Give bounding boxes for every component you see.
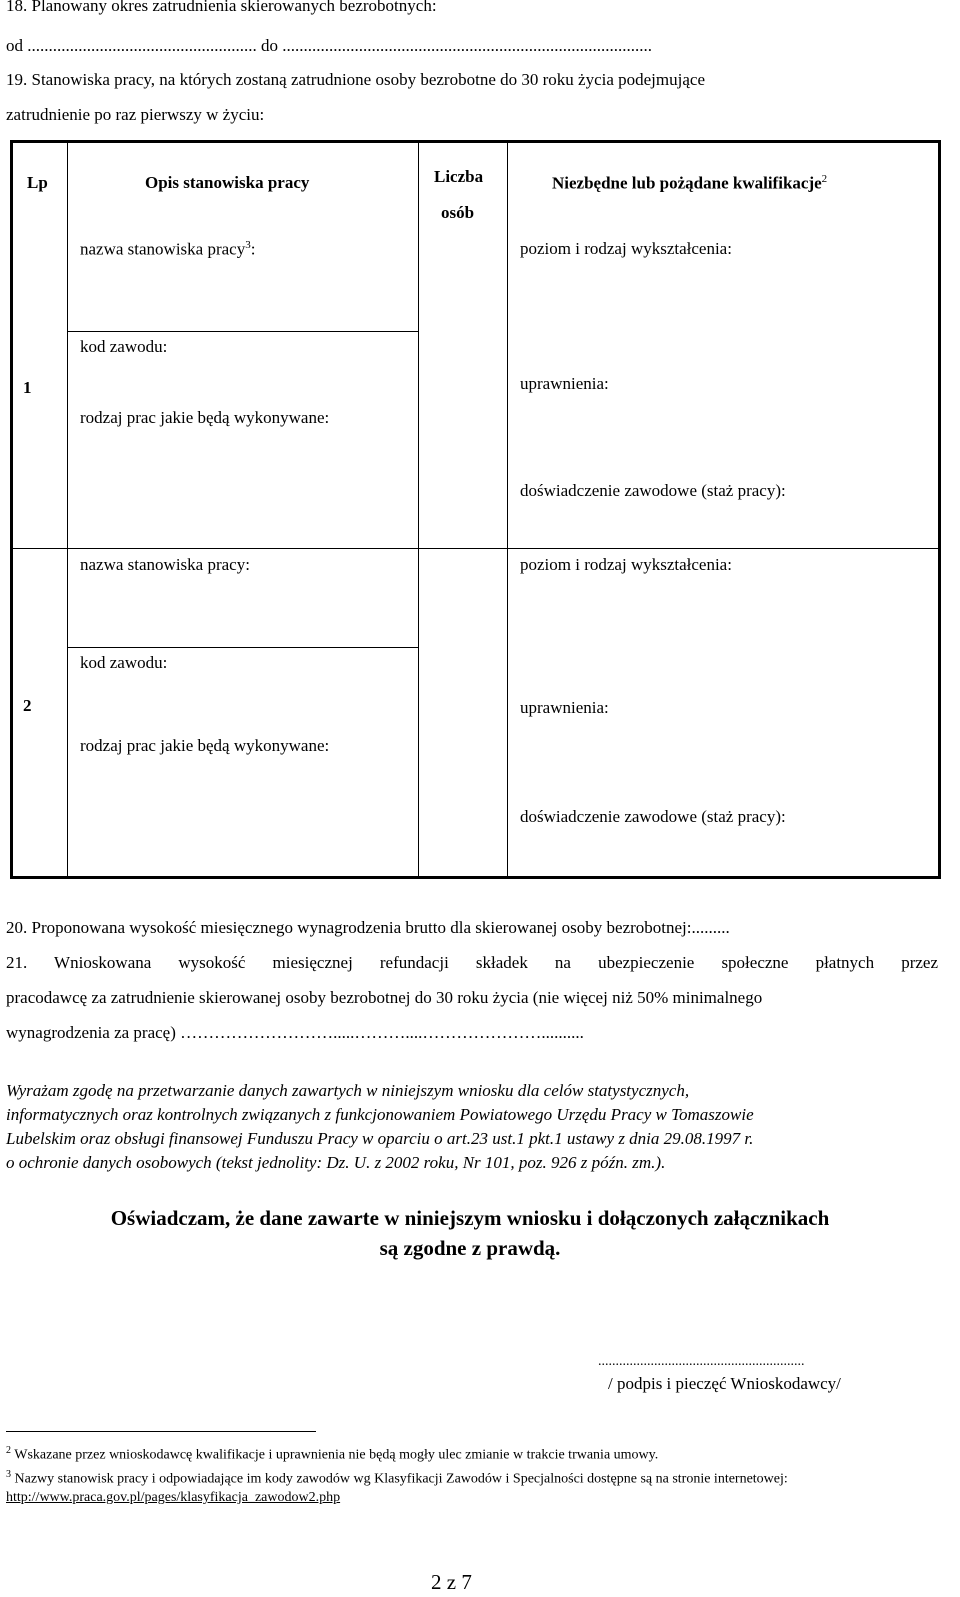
section-21-line-1: 21. Wnioskowana wysokość miesięcznej refundacji składek na ubezpieczenie społeczne płatnych przez	[6, 953, 938, 972]
section-18-title: 18. Planowany okres zatrudnienia skierowanych bezrobotnych:	[6, 0, 437, 15]
section-19-line-1: 19. Stanowiska pracy, na których zostaną zatrudnione osoby bezrobotne do 30 roku życia podejmujące	[6, 70, 705, 89]
row-2-experience-label: doświadczenie zawodowe (staż pracy):	[520, 807, 786, 826]
declaration-line-2: są zgodne z prawdą.	[379, 1236, 561, 1260]
row-2-position-name-label: nazwa stanowiska pracy:	[80, 555, 250, 574]
signature-label: / podpis i pieczęć Wnioskodawcy/	[608, 1374, 841, 1393]
consent-line-3: Lubelskim oraz obsługi finansowej Funduszu Pracy w oparciu o art.23 ust.1 pkt.1 ustawy z dnia 29.08.1997 r.	[6, 1129, 754, 1148]
row-2-number: 2	[23, 696, 32, 715]
row-1-work-type-label: rodzaj prac jakie będą wykonywane:	[80, 408, 330, 427]
header-qualifications: Niezbędne lub pożądane kwalifikacje$^2$	[552, 173, 828, 193]
footnote-3: $^3$ Nazwy stanowisk pracy i odpowiadające im kody zawodów wg Klasyfikacji Zawodów i Specjalności dostępne są na stronie internetowej:	[6, 1469, 788, 1487]
header-job-description: Opis stanowiska pracy	[145, 173, 310, 192]
footnote-2: $^2$ Wskazane przez wnioskodawcę kwalifikacje i uprawnienia nie będą mogły ulec zmianie w trakcie trwania umowy.	[6, 1445, 659, 1463]
header-lp: Lp	[27, 173, 48, 192]
row-2-work-type-label: rodzaj prac jakie będą wykonywane:	[80, 736, 330, 755]
row-1-occupation-code-label: kod zawodu:	[80, 337, 168, 356]
row-1-permissions-label: uprawnienia:	[520, 374, 609, 393]
consent-line-4: o ochronie danych osobowych (tekst jednolity: Dz. U. z 2002 roku, Nr 101, poz. 926 z późn. zm.).	[6, 1153, 666, 1172]
header-persons: osób	[441, 203, 475, 222]
section-21-line-2: pracodawcę za zatrudnienie skierowanej osoby bezrobotnej do 30 roku życia (nie więcej niż 50% minimalnego	[6, 988, 763, 1007]
signature-dots[interactable]: ...........................................................	[598, 1354, 805, 1369]
row-1-education-label: poziom i rodzaj wykształcenia:	[520, 239, 732, 258]
section-19-line-2: zatrudnienie po raz pierwszy w życiu:	[6, 105, 265, 124]
footnote-ref-3: 3	[245, 239, 251, 251]
section-20-salary[interactable]: 20. Proponowana wysokość miesięcznego wynagrodzenia brutto dla skierowanej osoby bezrobotnej:.........	[6, 918, 730, 937]
row-1-experience-label: doświadczenie zawodowe (staż pracy):	[520, 481, 786, 500]
row-2-occupation-code-label: kod zawodu:	[80, 653, 168, 672]
row-1-number: 1	[23, 378, 32, 397]
employment-period-line[interactable]: od ...................................................... do .......................................................................................	[6, 36, 652, 55]
footnote-separator	[6, 1431, 316, 1432]
row-2-permissions-label: uprawnienia:	[520, 698, 609, 717]
row-1-position-name-label: nazwa stanowiska pracy$^3$:	[80, 239, 256, 259]
header-count: Liczba	[434, 167, 484, 186]
row-2-education-label: poziom i rodzaj wykształcenia:	[520, 555, 732, 574]
consent-line-2: informatycznych oraz kontrolnych związanych z funkcjonowaniem Powiatowego Urzędu Pracy w Tomaszowie	[6, 1105, 754, 1124]
declaration-line-1: Oświadczam, że dane zawarte w niniejszym wniosku i dołączonych załącznikach	[110, 1206, 830, 1230]
section-21-refund-field[interactable]: wynagrodzenia za pracę) ……………………….....………....…………………..........	[6, 1023, 584, 1042]
classification-link[interactable]: http://www.praca.gov.pl/pages/klasyfikacja_zawodow2.php	[6, 1490, 341, 1505]
consent-line-1: Wyrażam zgodę na przetwarzanie danych zawartych w niniejszym wniosku dla celów statystycznych,	[6, 1081, 690, 1100]
page-number: 2 z 7	[431, 1570, 472, 1594]
footnote-ref-2: 2	[821, 173, 828, 185]
